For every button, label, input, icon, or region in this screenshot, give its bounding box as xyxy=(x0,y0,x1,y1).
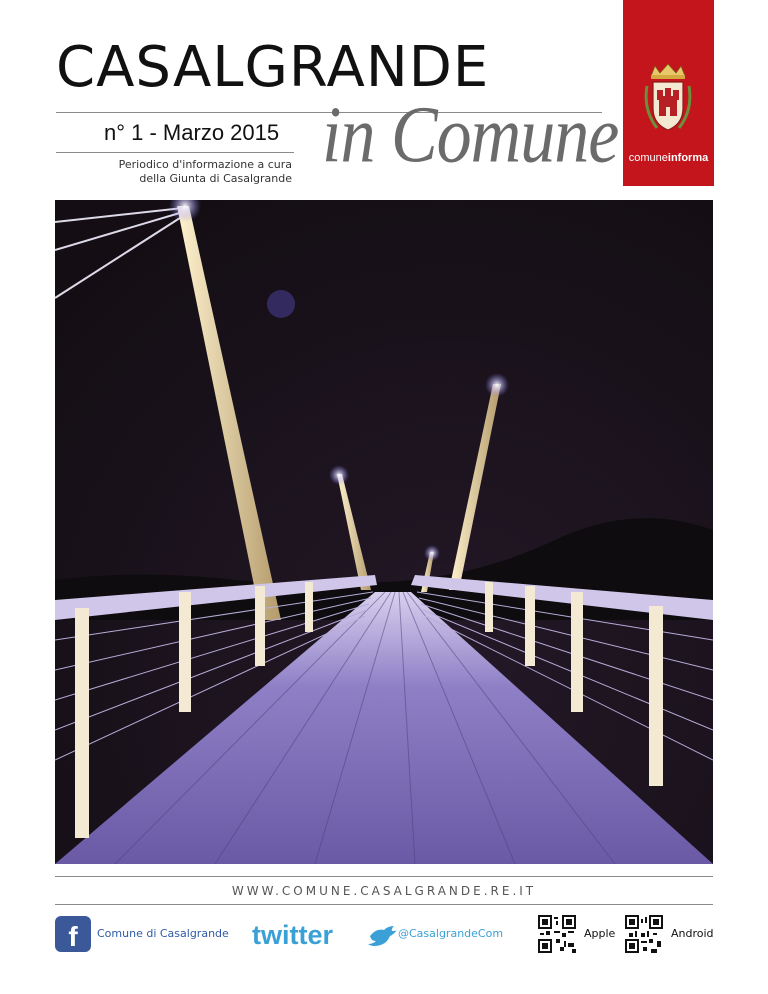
in-comune-logotype: in Comune xyxy=(322,91,619,180)
footer-divider-bottom xyxy=(55,904,713,905)
twitter-handle-link[interactable]: @CasalgrandeCom xyxy=(398,927,504,940)
twitter-logo-icon[interactable] xyxy=(252,920,397,950)
illuminated-footbridge-photo xyxy=(55,200,713,864)
masthead-title: CASALGRANDE xyxy=(56,35,490,100)
subtitle-line-2: della Giunta di Casalgrande xyxy=(139,172,292,185)
qr-code-apple-icon[interactable] xyxy=(538,915,576,953)
comuneinforma-wordmark xyxy=(623,152,714,164)
brand-light: comune xyxy=(628,152,668,164)
facebook-page-link[interactable]: Comune di Casalgrande xyxy=(97,927,229,940)
comuneinforma-badge xyxy=(623,0,714,186)
masthead-subtitle xyxy=(100,158,292,186)
footer-divider-top xyxy=(55,876,713,877)
coat-of-arms-icon xyxy=(643,62,693,134)
subtitle-line-1: Periodico d'informazione a cura xyxy=(118,158,292,171)
masthead-divider-mid xyxy=(56,152,294,153)
twitter-wordmark: twitter xyxy=(252,920,333,950)
qr-code-android-icon[interactable] xyxy=(625,915,663,953)
brand-bold: informa xyxy=(667,152,709,164)
website-url[interactable]: WWW.COMUNE.CASALGRANDE.RE.IT xyxy=(231,884,537,898)
qr-apple-label: Apple xyxy=(584,927,616,940)
qr-android-label: Android xyxy=(671,927,714,940)
issue-number: n° 1 - Marzo 2015 xyxy=(104,120,280,145)
facebook-icon[interactable]: f xyxy=(55,916,91,952)
